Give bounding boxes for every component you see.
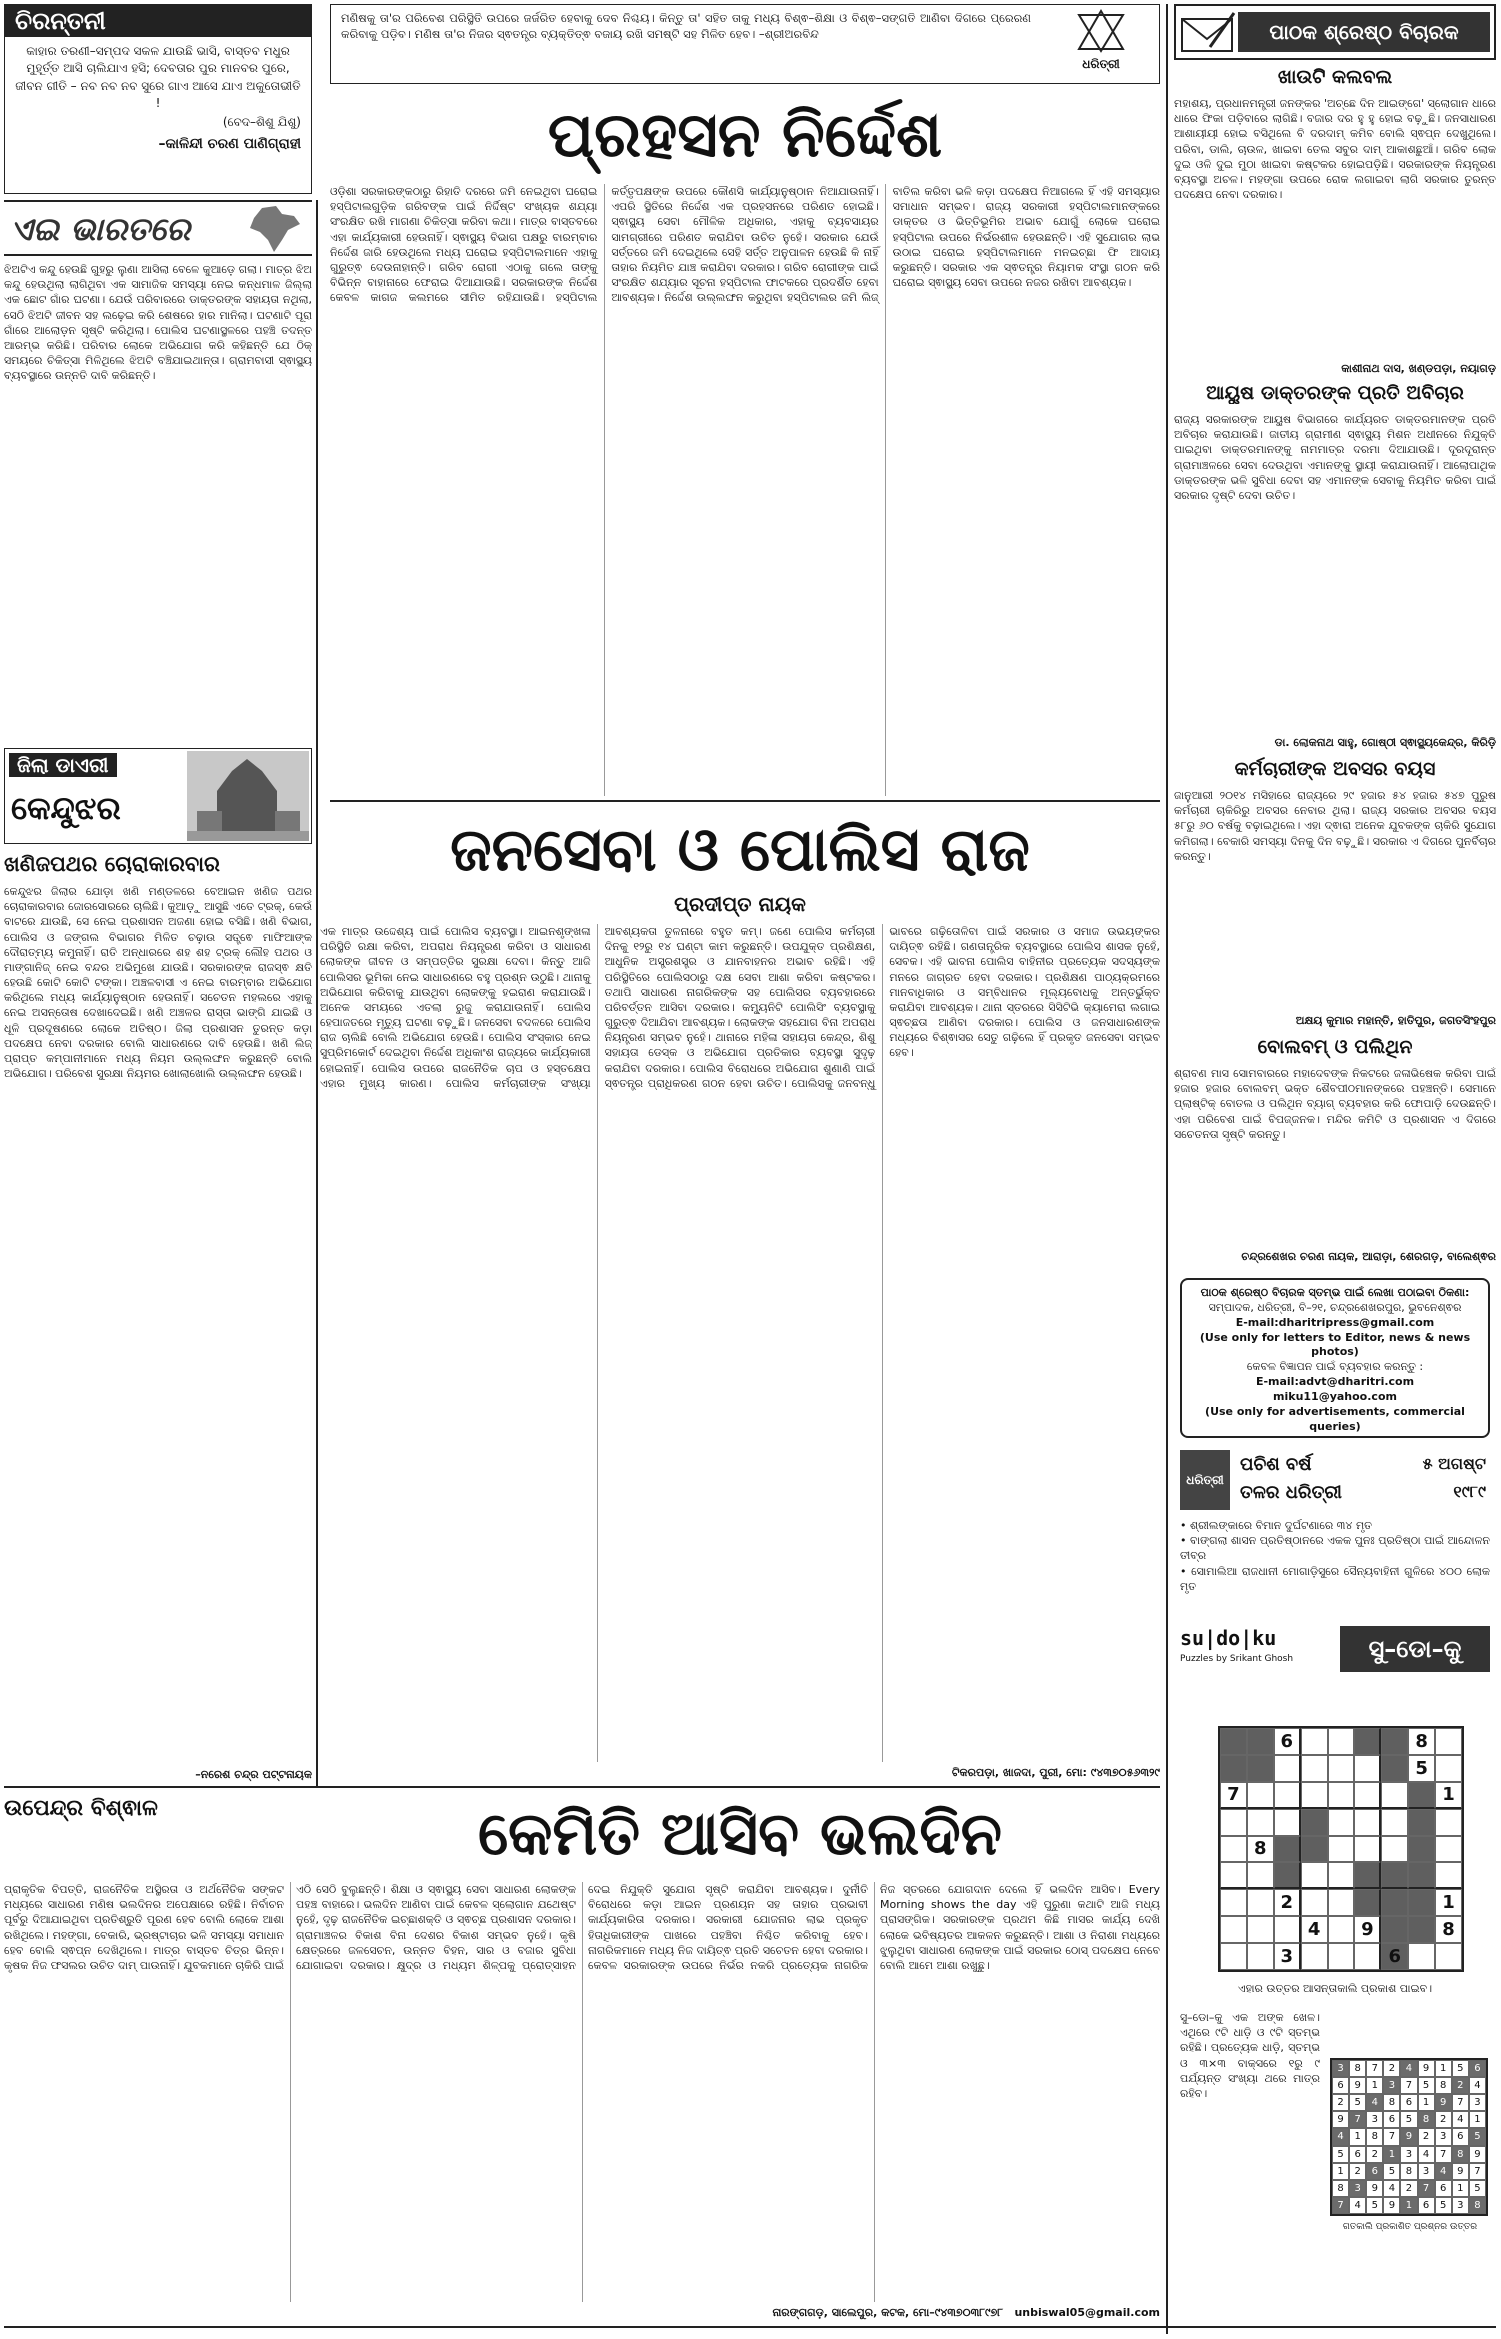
sudoku-cell[interactable] [1381,1809,1408,1836]
sudoku-solution-cell: 1 [1400,2197,1417,2214]
sudoku-cell[interactable] [1274,1755,1301,1782]
bottom-rule [4,2326,1496,2328]
sudoku-solution-cell: 3 [1332,2060,1349,2077]
article2-headline: କେମିତି ଆସିବ ଭଲଦିନ [478,1799,1002,1869]
article1-byline: ପ୍ରଦୀପ୍ତ ନାୟକ [674,892,806,916]
sudoku-cell[interactable] [1220,1755,1247,1782]
sudoku-cell[interactable]: 4 [1301,1916,1328,1943]
sudoku-cell[interactable] [1354,1836,1381,1863]
sudoku-solution-cell: 5 [1418,2077,1435,2094]
sudoku-solution-cell: 9 [1383,2197,1400,2214]
pachis-item: • ସୋମାଲିଆ ରାଜଧାନୀ ମୋଗାଡ଼ିସୁରେ ସୈନ୍ୟବାହିନୀ ଗୁଳିରେ ୪୦୦ ଲୋକ ମୃତ [1180,1564,1490,1593]
sudoku-cell[interactable] [1435,1862,1462,1889]
sudoku-cell[interactable] [1435,1755,1462,1782]
sudoku-cell[interactable] [1220,1916,1247,1943]
sudoku-cell[interactable] [1381,1916,1408,1943]
contact-ad-intro: କେବଳ ବିଜ୍ଞାପନ ପାଇଁ ବ୍ୟବହାର କରନ୍ତୁ : [1246,1360,1424,1374]
envelope-icon [1180,9,1236,57]
pachis-item: • ଶ୍ରୀଲଙ୍କାରେ ବିମାନ ଦୁର୍ଘଟଣାରେ ୩୪ ମୃତ [1180,1519,1373,1532]
sudoku-cell[interactable] [1435,1728,1462,1755]
sudoku-cell[interactable]: 6 [1381,1943,1408,1970]
sudoku-cell[interactable] [1435,1809,1462,1836]
sudoku-cell[interactable] [1354,1943,1381,1970]
ajira-bharat-title: ଏଇ ଭାରତରେ [10,210,191,248]
sudoku-solution-cell: 7 [1383,2128,1400,2145]
pachis-item: • ବାଙ୍ଗଲା ଶାସନ ପ୍ରତିଷ୍ଠାନରେ ଏକକ ପୁନଃ ପ୍ରତିଷ୍ଠା ପାଇଁ ଆନ୍ଦୋଳନ ତୀବ୍ର [1180,1534,1490,1563]
sudoku-solution-cell: 6 [1383,2111,1400,2128]
sudoku-solution-cell: 5 [1435,2197,1452,2214]
sudoku-brand: su|do|ku [1180,1626,1277,1650]
sudoku-solution-cell: 2 [1435,2111,1452,2128]
sudoku-solution-cell: 3 [1349,2180,1366,2197]
sudoku-cell[interactable] [1274,1836,1301,1863]
sudoku-cell[interactable] [1247,1728,1274,1755]
sudoku-cell[interactable] [1435,1943,1462,1970]
sudoku-solution-cell: 5 [1366,2197,1383,2214]
article2-text: ପ୍ରାକୃତିକ ବିପତ୍ତି, ରାଜନୈତିକ ଅସ୍ଥିରତା ଓ ଅର୍ଥନୈତିକ ସଙ୍କଟ ମଧ୍ୟରେ ସାଧାରଣ ମଣିଷ ଭଲଦିନର ଅପେକ୍ଷାରେ ରହିଛି। ନିର୍ବାଚନ ପୂର୍ବରୁ ଦିଆଯାଇଥିବା ପ୍ରତିଶ୍ରୁତି ପୂରଣ ହେବ ବୋଲି ଲୋକେ ଆଶା ରଖିଥିଲେ। ମହଙ୍ଗା, ବେକାରି, ଭ୍ରଷ୍ଟାଚାର ଭଳି ସମସ୍ୟା ସମାଧାନ ହେବ ବୋଲି ସ୍ଵପ୍ନ ଦେଖିଥିଲେ। ମାତ୍ର ବାସ୍ତବ ଚିତ୍ର ଭିନ୍ନ। କୃଷକ ନିଜ ଫସଲର ଉଚିତ ଦାମ୍ ପାଉନାହିଁ। ଯୁବକମାନେ ଚାକିରି ପାଇଁ ଏଠି ସେଠି ବୁଲୁଛନ୍ତି। ଶିକ୍ଷା ଓ ସ୍ଵାସ୍ଥ୍ୟ ସେବା ସାଧାରଣ ଲୋକଙ୍କ ପହଞ୍ଚ ବାହାରେ। ଭଲଦିନ ଆଣିବା ପାଇଁ କେବଳ ସ୍ଲୋଗାନ ଯଥେଷ୍ଟ ନୁହେଁ, ଦୃଢ଼ ରାଜନୈତିକ ଇଚ୍ଛାଶକ୍ତି ଓ ସ୍ଵଚ୍ଛ ପ୍ରଶାସନ ଦରକାର। ଗ୍ରାମାଞ୍ଚଳର ବିକାଶ ବିନା ଦେଶର ବିକାଶ ସମ୍ଭବ ନୁହେଁ। କୃଷି କ୍ଷେତ୍ରରେ ଜଳସେଚନ, ଉନ୍ନତ ବିହନ, ସାର ଓ ବଜାର ସୁବିଧା ଯୋଗାଇବା ଦରକାର। କ୍ଷୁଦ୍ର ଓ ମଧ୍ୟମ ଶିଳ୍ପକୁ ପ୍ରୋତ୍ସାହନ ଦେଇ ନିଯୁକ୍ତି ସୁଯୋଗ ସୃଷ୍ଟି କରାଯିବା ଆବଶ୍ୟକ। ଦୁର୍ନୀତି ବିରୋଧରେ କଡ଼ା ଆଇନ ପ୍ରଣୟନ ସହ ତାହାର ପ୍ରଭାବୀ କାର୍ଯ୍ୟକାରିତା ଦରକାର। ସରକାରୀ ଯୋଜନାର ଲାଭ ପ୍ରକୃତ ହିତାଧିକାରୀଙ୍କ ପାଖରେ ପହଞ୍ଚିବା ନିଶ୍ଚିତ କରିବାକୁ ହେବ। ନାଗରିକମାନେ ମଧ୍ୟ ନିଜ ଦାୟିତ୍ଵ ପ୍ରତି ସଚେତନ ହେବା ଦରକାର। କେବଳ ସରକାରଙ୍କ ଉପରେ ନିର୍ଭର ନକରି ପ୍ରତ୍ୟେକ ନାଗରିକ ନିଜ ସ୍ତରରେ ଯୋଗଦାନ ଦେଲେ ହିଁ ଭଲଦିନ ଆସିବ। Every Morning shows the day ଏହି ପୁରୁଣା କଥାଟି ଆଜି ମଧ୍ୟ ପ୍ରାସଙ୍ଗିକ। ସରକାରଙ୍କ ପ୍ରଥମ କିଛି ମାସର କାର୍ଯ୍ୟ ଦେଖି ଲୋକେ ଭବିଷ୍ୟତର ଆକଳନ କରୁଛନ୍ତି। ଆଶା ଓ ନିରାଶା ମଧ୍ୟରେ ଝୁଲୁଥିବା ସାଧାରଣ ଲୋକଙ୍କ ପାଇଁ ସରକାର ଠୋସ୍ ପଦକ୍ଷେପ ନେବେ ବୋଲି ଆମେ ଆଶା ରଖୁଛୁ। [4,1883,1160,1972]
sudoku-solution-cell: 1 [1332,2163,1349,2180]
khanij-title: ଖଣିଜପଥର ଚୋରାକାରବାର [4,852,220,876]
sudoku-solution-cell: 6 [1366,2163,1383,2180]
vertical-rule-left [316,200,318,1786]
sudoku-cell[interactable] [1381,1836,1408,1863]
sudoku-cell[interactable] [1354,1728,1381,1755]
sudoku-cell[interactable]: 2 [1274,1889,1301,1916]
sudoku-cell[interactable] [1328,1755,1355,1782]
pachis-line1: ପଚିଶ ବର୍ଷ [1240,1454,1312,1475]
sudoku-cell[interactable] [1328,1836,1355,1863]
sudoku-prev-note: ଗତକାଲି ପ୍ରକାଶିତ ପ୍ରଶ୍ନର ଉତ୍ତର [1342,2222,1478,2232]
sudoku-solution-cell: 5 [1349,2094,1366,2111]
sudoku-header [1180,1626,1490,1676]
chirantani-source: (ବେଦ–ଶିଶୁ ଯିଶୁ) [222,114,301,129]
sudoku-cell[interactable] [1220,1889,1247,1916]
sudoku-cell[interactable] [1247,1943,1274,1970]
sudoku-cell[interactable] [1247,1889,1274,1916]
sudoku-solution-cell: 6 [1435,2180,1452,2197]
section-divider [4,1786,1160,1788]
sudoku-solution-cell: 4 [1418,2146,1435,2163]
sudoku-solution-cell: 7 [1400,2077,1417,2094]
sudoku-cell[interactable] [1247,1809,1274,1836]
sudoku-solution-cell: 6 [1452,2128,1469,2145]
sudoku-solution-cell: 6 [1349,2146,1366,2163]
readers-title: ପାଠକ ଶ୍ରେଷ୍ଠ ବିଚାରକ [1238,12,1490,52]
sudoku-cell[interactable] [1301,1755,1328,1782]
letter1-title: ଖାଉଟି କଲବଲ [1277,66,1393,88]
sudoku-puzzle-grid[interactable] [1218,1726,1464,1972]
sudoku-solution-cell: 8 [1349,2060,1366,2077]
sudoku-solution-cell: 4 [1349,2197,1366,2214]
sudoku-cell[interactable] [1247,1782,1274,1809]
sudoku-cell[interactable] [1247,1755,1274,1782]
article2-author-email: unbiswal05@gmail.com [1014,2306,1160,2319]
khanij-text: କେନ୍ଦୁଝର ଜିଲାର ଯୋଡ଼ା ଖଣି ମଣ୍ଡଳରେ ବେଆଇନ ଖଣିଜ ପଥର ଚୋରାକାରବାର ଜୋରସୋରରେ ଚାଲିଛି। କୁଆଡ଼ୁ ଆସୁଛି ଏତେ ଟ୍ରକ୍, କେଉଁ ବାଟରେ ଯାଉଛି, ସେ ନେଇ ପ୍ରଶାସନ ଅଜଣା ହୋଇ ବସିଛି। ଖଣି ବିଭାଗ, ପୋଲିସ ଓ ଜଙ୍ଗଲ ବିଭାଗର ମିଳିତ ଚଢ଼ାଉ ସତ୍ତ୍ଵେ ମାଫିଆଙ୍କ ଦୌରାତ୍ମ୍ୟ କମୁନାହିଁ। ରାତି ଅନ୍ଧାରରେ ଶହ ଶହ ଟ୍ରକ୍ ଲୌହ ପଥର ଓ ମାଙ୍ଗାନିଜ୍ ନେଇ ବନ୍ଦର ଅଭିମୁଖେ ଯାଉଛି। ସରକାରଙ୍କ ରାଜସ୍ଵ କ୍ଷତି ହେଉଛି କୋଟି କୋଟି ଟଙ୍କା। ଅଞ୍ଚଳବାସୀ ଏ ନେଇ ବାରମ୍ବାର ଅଭିଯୋଗ କରିଥିଲେ ମଧ୍ୟ କାର୍ଯ୍ୟାନୁଷ୍ଠାନ ହେଉନାହିଁ। ସଚେତନ ମହଲରେ ଏହାକୁ ନେଇ ଅସନ୍ତୋଷ ଦେଖାଦେଇଛି। ଖଣି ଅଞ୍ଚଳର ରାସ୍ତା ଭାଙ୍ଗି ଯାଇଛି ଓ ଧୂଳି ପ୍ରଦୂଷଣରେ ଲୋକେ ଅତିଷ୍ଠ। ଜିଲା ପ୍ରଶାସନ ତୁରନ୍ତ କଡ଼ା ପଦକ୍ଷେପ ନେବା ଦରକାର ବୋଲି ସାଧାରଣରେ ଦାବି ହେଉଛି। ଖଣି ଲିଜ୍ ପ୍ରାପ୍ତ କମ୍ପାନୀମାନେ ମଧ୍ୟ ନିୟମ ଉଲ୍ଲଙ୍ଘନ କରୁଛନ୍ତି ବୋଲି ଅଭିଯୋଗ। ପରିବେଶ ସୁରକ୍ଷା ନିୟମର ଖୋଲାଖୋଲି ଉଲ୍ଲଙ୍ଘନ ହେଉଛି। [4,885,312,1081]
sudoku-solution-cell: 2 [1400,2180,1417,2197]
sudoku-cell[interactable] [1274,1782,1301,1809]
sudoku-title: ସୁ–ଡୋ–କୁ [1340,1626,1490,1672]
temple-photo [187,751,309,841]
pachis-box [1180,1450,1490,1514]
sudoku-rules: ସୁ–ଡୋ–କୁ ଏକ ଅଙ୍କ ଖେଳ। ଏଥିରେ ୯ଟି ଧାଡ଼ି ଓ ୯ଟି ସ୍ତମ୍ଭ ରହିଛି। ପ୍ରତ୍ୟେକ ଧାଡ଼ି, ସ୍ତମ୍ଭ ଓ ୩×୩ ବାକ୍ସରେ ୧ରୁ ୯ ପର୍ଯ୍ୟନ୍ତ ସଂଖ୍ୟା ଥରେ ମାତ୍ର ରହିବ। [1180,2011,1320,2100]
sudoku-cell[interactable]: 8 [1247,1836,1274,1863]
sudoku-solution-cell: 8 [1452,2146,1469,2163]
sudoku-cell[interactable] [1328,1809,1355,1836]
letter3-title: କର୍ମଚାରୀଙ୍କ ଅବସର ବୟସ [1234,758,1436,780]
sudoku-cell[interactable] [1408,1916,1435,1943]
sudoku-cell[interactable] [1328,1943,1355,1970]
sudoku-cell[interactable] [1274,1809,1301,1836]
sudoku-solution-cell: 2 [1383,2060,1400,2077]
article2-author-addr: ନାରଙ୍ଗଗଡ଼, ସାଲେପୁର, କଟକ, ମୋ–୯୪୩୭୦୩୮୯୭୮ [772,2306,1003,2319]
sudoku-solution-cell: 7 [1469,2163,1486,2180]
sudoku-solution-cell: 6 [1332,2077,1349,2094]
sudoku-solution-cell: 7 [1366,2060,1383,2077]
contact-intro: ପାଠକ ଶ୍ରେଷ୍ଠ ବିଚାରକ ସ୍ତମ୍ଭ ପାଇଁ ଲେଖା ପଠାଇବା ଠିକଣା: [1200,1286,1470,1299]
sudoku-solution-cell: 3 [1400,2146,1417,2163]
sudoku-cell[interactable] [1408,1889,1435,1916]
letter4-text: ଶ୍ରାବଣ ମାସ ସୋମବାରରେ ମହାଦେବଙ୍କ ନିକଟରେ ଜଳାଭିଷେକ କରିବା ପାଇଁ ହଜାର ହଜାର ବୋଲବମ୍ ଭକ୍ତ ଶୈବପୀଠମାନଙ୍କରେ ପହଞ୍ଚନ୍ତି। ସେମାନେ ପ୍ଲାଷ୍ଟିକ୍ ବୋତଲ ଓ ପଲିଥିନ ବ୍ୟାଗ୍ ବ୍ୟବହାର କରି ଫୋପାଡ଼ି ଦେଉଛନ୍ତି। ଏହା ପରିବେଶ ପାଇଁ ବିପଜ୍ଜନକ। ମନ୍ଦିର କମିଟି ଓ ପ୍ରଶାସନ ଏ ଦିଗରେ ସଚେତନତା ସୃଷ୍ଟି କରନ୍ତୁ। [1174,1067,1496,1141]
sudoku-solution-cell: 5 [1452,2060,1469,2077]
sudoku-cell[interactable] [1301,1943,1328,1970]
editorial-headline: ପ୍ରହସନ ନିର୍ଦ୍ଦେଶ [547,98,943,171]
sudoku-cell[interactable] [1328,1889,1355,1916]
sudoku-brand-sub: Puzzles by Srikant Ghosh [1180,1654,1294,1664]
sudoku-cell[interactable] [1301,1728,1328,1755]
sudoku-solution-cell: 8 [1332,2180,1349,2197]
sudoku-cell[interactable] [1328,1862,1355,1889]
sudoku-solution-cell: 4 [1332,2128,1349,2145]
sudoku-cell[interactable] [1381,1889,1408,1916]
sudoku-cell[interactable] [1381,1755,1408,1782]
sudoku-solution-cell: 3 [1469,2094,1486,2111]
sudoku-solution-cell: 3 [1383,2077,1400,2094]
letter2-text: ରାଜ୍ୟ ସରକାରଙ୍କ ଆୟୁଷ ବିଭାଗରେ କାର୍ଯ୍ୟରତ ଡାକ୍ତରମାନଙ୍କ ପ୍ରତି ଅବିଚାର କରାଯାଉଛି। ଜାତୀୟ ଗ୍ରାମୀଣ ସ୍ଵାସ୍ଥ୍ୟ ମିଶନ ଅଧୀନରେ ନିଯୁକ୍ତି ପାଇଥିବା ଡାକ୍ତରମାନଙ୍କୁ ନାମମାତ୍ର ଦରମା ଦିଆଯାଉଛି। ଦୂରଦୂରାନ୍ତ ଗ୍ରାମାଞ୍ଚଳରେ ସେବା ଦେଉଥିବା ଏମାନଙ୍କୁ ସ୍ଥାୟୀ କରାଯାଉନାହିଁ। ଆଲୋପାଥିକ ଡାକ୍ତରଙ୍କ ଭଳି ସୁବିଧା ଦେବା ସହ ଏମାନଙ୍କ ସେବାକୁ ନିୟମିତ କରିବା ପାଇଁ ସରକାର ଦୃଷ୍ଟି ଦେବା ଉଚିତ। [1174,413,1496,502]
sudoku-solution-cell: 1 [1435,2060,1452,2077]
letter3-text: ଜାନୁଆରୀ ୨୦୧୪ ମସିହାରେ ରାଜ୍ୟରେ ୨୯ ହଜାର ୫୪ ହଜାର ୫୪୭ ପୁରୁଷ କର୍ମଚାରୀ ଚାକିରିରୁ ଅବସର ନେବାର ଥିଲା। ରାଜ୍ୟ ସରକାର ଅବସର ବୟସ ୫୮ରୁ ୬୦ ବର୍ଷକୁ ବଢ଼ାଇଥିଲେ। ଏହା ଦ୍ଵାରା ଅନେକ ଯୁବକଙ୍କ ଚାକିରି ସୁଯୋଗ କମିଗଲା। ବେକାରି ସମସ୍ୟା ଦିନକୁ ଦିନ ବଢ଼ୁଛି। ସରକାର ଏ ଦିଗରେ ପୁନର୍ବିଚାର କରନ୍ତୁ। [1174,789,1496,863]
chirantani-poem: କାହାର ତରଣୀ–ସମ୍ପଦ ସକଳ ଯାଉଛି ଭାସି, ବାସ୍ତବ ମଧୁର ମୁହୂର୍ତ୍ତ ଆସି ଚାଲିଯାଏ ହସି; ଦେବତାର ପୁର ମାନବର ପୁରେ, ଜୀବନ ଗୀତି – ନବ ନବ ନବ ସୁରେ ଗାଏ ଆସେ ଯାଏ ଅକୁତୋଭୀତି ! [15,44,301,111]
article1-headline: ଜନସେବା ଓ ପୋଲିସ ରାଜ [450,815,1030,885]
sudoku-solution-cell: 7 [1349,2111,1366,2128]
sudoku-cell[interactable] [1408,1943,1435,1970]
sudoku-cell[interactable] [1328,1728,1355,1755]
sudoku-solution-cell: 6 [1400,2094,1417,2111]
sudoku-solution-cell: 9 [1366,2180,1383,2197]
sudoku-solution-cell: 1 [1418,2094,1435,2111]
sudoku-cell[interactable]: 1 [1435,1889,1462,1916]
sudoku-cell[interactable] [1220,1809,1247,1836]
sudoku-solution-cell: 8 [1418,2111,1435,2128]
sudoku-solution-cell: 3 [1366,2111,1383,2128]
sudoku-solution-cell: 2 [1332,2094,1349,2111]
sudoku-solution-cell: 7 [1418,2180,1435,2197]
readers-header [1174,4,1496,60]
sudoku-cell[interactable]: 6 [1274,1728,1301,1755]
sudoku-solution-cell: 4 [1400,2060,1417,2077]
sudoku-cell[interactable] [1220,1862,1247,1889]
sudoku-solution-cell: 5 [1469,2180,1486,2197]
sudoku-solution-cell: 2 [1418,2128,1435,2145]
sudoku-solution-cell: 1 [1349,2128,1366,2145]
sudoku-solution-cell: 8 [1435,2077,1452,2094]
pachis-date1: ୫ ଅଗଷ୍ଟ [1422,1454,1486,1473]
sudoku-solution-cell: 7 [1332,2197,1349,2214]
ajira-bharat-text: ଝିଅଟିଏ କନ୍ଦୁ ହେଉଛି ଗୁହରୁ ଲୁଣା ଆସିଲା ବେଳେ କୁଆଡ଼େ ଗଲା। ମାତ୍ର ଝିଅ କନ୍ଦୁ ହେଉଥିଲା ଲାଗିଥିବା ଏକ ସାମାଜିକ ସମସ୍ୟା ନେଇ କନ୍ଧମାଳ ଜିଲ୍ଲା ଏକ ଛୋଟ ଗାଁର ଘଟଣା। ଯେଉଁ ପରିବାରରେ ଡାକ୍ତରଙ୍କ ସହାୟତା ନଥିଲା, ସେଠି ଝିଅଟି ଜୀବନ ସହ ଲଢ଼େଇ କରି ଶେଷରେ ହାର ମାନିଲା। ଘଟଣାଟି ପୂରା ଗାଁରେ ଆଲୋଡ଼ନ ସୃଷ୍ଟି କରିଥିଲା। ପୋଲିସ ଘଟଣାସ୍ଥଳରେ ପହଞ୍ଚି ତଦନ୍ତ ଆରମ୍ଭ କରିଛି। ପରିବାର ଲୋକେ ଅଭିଯୋଗ କରି କହିଛନ୍ତି ଯେ ଠିକ୍ ସମୟରେ ଚିକିତ୍ସା ମିଳିଥିଲେ ଝିଅଟି ବଞ୍ଚିଯାଇଥାନ୍ତା। ଗ୍ରାମବାସୀ ସ୍ଵାସ୍ଥ୍ୟ ବ୍ୟବସ୍ଥାରେ ଉନ୍ନତି ଦାବି କରିଛନ୍ତି। [4,263,312,383]
sudoku-cell[interactable] [1328,1782,1355,1809]
contact-email3[interactable]: miku11@yahoo.com [1273,1389,1397,1403]
chirantani-author: –କାଳିନ୍ଦୀ ଚରଣ ପାଣିଗ୍ରାହୀ [158,135,301,152]
pachis-logo: ଧରିତ୍ରୀ [1180,1450,1230,1510]
sudoku-cell[interactable] [1381,1862,1408,1889]
contact-note2: (Use only for advertisements, commercial queries) [1205,1404,1465,1433]
sudoku-cell[interactable]: 8 [1408,1728,1435,1755]
sudoku-solution-cell: 4 [1366,2094,1383,2111]
letter2-title: ଆୟୁଷ ଡାକ୍ତରଙ୍କ ପ୍ରତି ଅବିଚାର [1206,382,1464,404]
letter3-author: ଅକ୍ଷୟ କୁମାର ମହାନ୍ତି, ହାତିପୁର, ଜଗତସିଂହପୁର [1295,1014,1496,1027]
pachis-list [1180,1518,1490,1618]
letter4-author: ଚନ୍ଦ୍ରଶେଖର ଚରଣ ନାୟକ, ଆରାଡ଼ା, ଶେରଗଡ଼, ବାଲେଶ୍ଵର [1241,1250,1496,1263]
sudoku-cell[interactable]: 7 [1220,1782,1247,1809]
sudoku-cell[interactable] [1354,1782,1381,1809]
sudoku-solution-cell: 9 [1332,2111,1349,2128]
sudoku-solution-cell: 9 [1452,2163,1469,2180]
sudoku-solution-cell: 9 [1435,2094,1452,2111]
sudoku-solution-cell: 6 [1418,2197,1435,2214]
letter4-title: ବୋଲବମ୍ ଓ ପଲିଥିନ [1257,1036,1413,1058]
sudoku-cell[interactable] [1301,1836,1328,1863]
sudoku-cell[interactable] [1354,1755,1381,1782]
article1-author-addr: ଟିକରପଡ଼ା, ଖାଜଦା, ପୁରୀ, ମୋ: ୯୪୩୭୦୫୬୩୨୯ [951,1766,1160,1779]
star-logo-icon [1077,9,1125,53]
sudoku-solution-cell: 8 [1366,2128,1383,2145]
sudoku-cell[interactable] [1328,1916,1355,1943]
jilla-diary-box [4,748,312,844]
jilla-diary-label: ଜିଲା ଡାଏରୀ [9,753,117,777]
sudoku-solution-cell: 8 [1400,2163,1417,2180]
sudoku-cell[interactable]: 9 [1354,1916,1381,1943]
sudoku-solution-cell: 2 [1452,2077,1469,2094]
sudoku-cell[interactable] [1301,1809,1328,1836]
vertical-rule-right [1166,4,1168,2334]
jilla-name: କେନ୍ଦୁଝର [11,789,121,827]
sudoku-cell[interactable] [1408,1809,1435,1836]
sudoku-cell[interactable] [1247,1916,1274,1943]
top-quote: ମଣିଷକୁ ତା'ର ପରିବେଶ ପରିସ୍ଥିତି ଉପରେ ଜର୍ଜରିତ ହେବାକୁ ଦେବ ନିଶ୍ଚୟ। କିନ୍ତୁ ତା' ସହିତ ତାକୁ ମଧ୍ୟ ବିଶ୍ଵ–ଶିକ୍ଷା ଓ ବିଶ୍ଵ–ସଙ୍ଗତି ଆଣିବା ଦିଗରେ ପ୍ରେରଣ କରିବାକୁ ପଡ଼ିବ। ମଣିଷ ତା'ର ନିଜର ସ୍ଵତନ୍ତ୍ର ବ୍ୟକ୍ତିତ୍ଵ ବଜାୟ ରଖି ସମଷ୍ଟି ସହ ମିଳିତ ହେବ। –ଶ୍ରୀଅରବିନ୍ଦ [341,11,1031,41]
sudoku-cell[interactable] [1274,1862,1301,1889]
khanij-author: –ନରେଶ ଚନ୍ଦ୍ର ପଟ୍ଟନାୟକ [195,1768,312,1781]
sudoku-solution-cell: 8 [1383,2094,1400,2111]
sudoku-cell[interactable]: 5 [1408,1755,1435,1782]
sudoku-answer-note: ଏହାର ଉତ୍ତର ଆସନ୍ତାକାଲି ପ୍ରକାଶ ପାଇବ। [1237,1982,1433,1995]
ajira-bharat-header [4,200,312,256]
sudoku-solution-cell: 6 [1469,2060,1486,2077]
sudoku-cell[interactable] [1354,1889,1381,1916]
sudoku-cell[interactable] [1408,1836,1435,1863]
letter1-author: କାଶୀନାଥ ଦାସ, ଖଣ୍ଡପଡ଼ା, ନୟାଗଡ଼ [1341,362,1496,375]
sudoku-solution-cell: 5 [1400,2111,1417,2128]
sudoku-solution-cell: 8 [1469,2197,1486,2214]
chirantani-title: ଚିରନ୍ତନୀ [5,5,311,37]
sudoku-cell[interactable] [1247,1862,1274,1889]
sudoku-cell[interactable]: 8 [1435,1916,1462,1943]
sudoku-solution-cell: 5 [1383,2163,1400,2180]
sudoku-cell[interactable] [1301,1889,1328,1916]
sudoku-solution-cell: 7 [1452,2094,1469,2111]
sudoku-solution-cell: 1 [1383,2146,1400,2163]
sudoku-solution-cell: 9 [1349,2077,1366,2094]
contact-email1[interactable]: E-mail:dharitripress@gmail.com [1235,1315,1435,1329]
logo-word: ଧରିତ୍ରୀ [1082,57,1120,71]
article2-footer [640,2306,1160,2320]
sudoku-solution-cell: 3 [1418,2163,1435,2180]
sudoku-cell[interactable] [1435,1836,1462,1863]
sudoku-solution-cell: 5 [1469,2128,1486,2145]
sudoku-cell[interactable] [1381,1728,1408,1755]
sudoku-cell[interactable] [1220,1836,1247,1863]
sudoku-cell[interactable] [1408,1862,1435,1889]
letter2-author: ଡା. ଲୋକନାଥ ସାହୁ, ଗୋଷ୍ଠୀ ସ୍ଵାସ୍ଥ୍ୟକେନ୍ଦ୍ର, କିରିଡ଼ି [1274,736,1496,749]
sudoku-cell[interactable] [1301,1782,1328,1809]
sudoku-cell[interactable] [1381,1782,1408,1809]
sudoku-solution-cell: 9 [1400,2128,1417,2145]
sudoku-cell[interactable] [1408,1782,1435,1809]
sudoku-solution-cell: 1 [1469,2111,1486,2128]
dharitri-logo [1051,9,1151,79]
sudoku-cell[interactable] [1354,1809,1381,1836]
india-map-icon [242,204,306,254]
sudoku-cell[interactable] [1354,1862,1381,1889]
chirantani-box [4,4,312,194]
sudoku-solution-cell: 2 [1366,2146,1383,2163]
contact-email2[interactable]: E-mail:advt@dharitri.com [1255,1375,1415,1389]
sudoku-solution-cell: 4 [1452,2111,1469,2128]
sudoku-solution-cell: 3 [1452,2197,1469,2214]
article1-text: ଏକ ମାତ୍ର ଉଦ୍ଦେଶ୍ୟ ପାଇଁ ପୋଲିସ ବ୍ୟବସ୍ଥା। ଆଇନଶୃଙ୍ଖଳା ପରିସ୍ଥିତି ରକ୍ଷା କରିବା, ଅପରାଧ ନିୟନ୍ତ୍ରଣ କରିବା ଓ ସାଧାରଣ ଲୋକଙ୍କ ଜୀବନ ଓ ସମ୍ପତ୍ତିର ସୁରକ୍ଷା ଦେବା। କିନ୍ତୁ ଆଜି ପୋଲିସର ଭୂମିକା ନେଇ ସାଧାରଣରେ ବହୁ ପ୍ରଶ୍ନ ଉଠୁଛି। ଥାନାକୁ ଅଭିଯୋଗ କରିବାକୁ ଯାଉଥିବା ଲୋକଙ୍କୁ ହଇରାଣ କରାଯାଉଛି। ଅନେକ ସମୟରେ ଏତଲା ରୁଜୁ କରାଯାଉନାହିଁ। ପୋଲିସ ହେପାଜତରେ ମୃତ୍ୟୁ ଘଟଣା ବଢ଼ୁଛି। ଜନସେବା ବଦଳରେ ପୋଲିସ ରାଜ ଚାଲିଛି ବୋଲି ଅଭିଯୋଗ ହେଉଛି। ପୋଲିସ ସଂସ୍କାର ନେଇ ସୁପ୍ରିମକୋର୍ଟ ଦେଇଥିବା ନିର୍ଦ୍ଦେଶ ଅଧିକାଂଶ ରାଜ୍ୟରେ କାର୍ଯ୍ୟକାରୀ ହୋଇନାହିଁ। ପୋଲିସ ଉପରେ ରାଜନୈତିକ ଚାପ ଓ ହସ୍ତକ୍ଷେପ ଏହାର ମୁଖ୍ୟ କାରଣ। ପୋଲିସ କର୍ମଚାରୀଙ୍କ ସଂଖ୍ୟା ଆବଶ୍ୟକତା ତୁଳନାରେ ବହୁତ କମ୍। ଜଣେ ପୋଲିସ କର୍ମଚାରୀ ଦିନକୁ ୧୨ରୁ ୧୪ ଘଣ୍ଟା କାମ କରୁଛନ୍ତି। ଉପଯୁକ୍ତ ପ୍ରଶିକ୍ଷଣ, ଆଧୁନିକ ଅସ୍ତ୍ରଶସ୍ତ୍ର ଓ ଯାନବାହନର ଅଭାବ ରହିଛି। ଏହି ପରିସ୍ଥିତିରେ ପୋଲିସଠାରୁ ଦକ୍ଷ ସେବା ଆଶା କରିବା କଷ୍ଟକର। ତଥାପି ସାଧାରଣ ନାଗରିକଙ୍କ ସହ ପୋଲିସର ବ୍ୟବହାରରେ ପରିବର୍ତ୍ତନ ଆସିବା ଦରକାର। କମ୍ୟୁନିଟି ପୋଲିସିଂ ବ୍ୟବସ୍ଥାକୁ ଗୁରୁତ୍ଵ ଦିଆଯିବା ଆବଶ୍ୟକ। ଲୋକଙ୍କ ସହଯୋଗ ବିନା ଅପରାଧ ନିୟନ୍ତ୍ରଣ ସମ୍ଭବ ନୁହେଁ। ଥାନାରେ ମହିଳା ସହାୟତା କେନ୍ଦ୍ର, ଶିଶୁ ସହାୟତା ଡେସ୍କ ଓ ଅଭିଯୋଗ ପ୍ରତିକାର ବ୍ୟବସ୍ଥା ସୁଦୃଢ଼ କରାଯିବା ଦରକାର। ପୋଲିସ ବିରୋଧରେ ଅଭିଯୋଗ ଶୁଣାଣି ପାଇଁ ସ୍ଵତନ୍ତ୍ର ପ୍ରାଧିକରଣ ଗଠନ ହେବା ଉଚିତ। ପୋଲିସକୁ ଜନବନ୍ଧୁ ଭାବରେ ଗଢ଼ିତୋଳିବା ପାଇଁ ସରକାର ଓ ସମାଜ ଉଭୟଙ୍କର ଦାୟିତ୍ଵ ରହିଛି। ଗଣତାନ୍ତ୍ରିକ ବ୍ୟବସ୍ଥାରେ ପୋଲିସ ଶାସକ ନୁହେଁ, ସେବକ। ଏହି ଭାବନା ପୋଲିସ ବାହିନୀର ପ୍ରତ୍ୟେକ ସଦସ୍ୟଙ୍କ ମନରେ ଜାଗ୍ରତ ହେବା ଦରକାର। ପ୍ରଶିକ୍ଷଣ ପାଠ୍ୟକ୍ରମରେ ମାନବାଧିକାର ଓ ସମ୍ବିଧାନର ମୂଲ୍ୟବୋଧକୁ ଅନ୍ତର୍ଭୁକ୍ତ କରାଯିବା ଆବଶ୍ୟକ। ଥାନା ସ୍ତରରେ ସିସିଟିଭି କ୍ୟାମେରା ଲଗାଇ ସ୍ଵଚ୍ଛତା ଆଣିବା ଦରକାର। ପୋଲିସ ଓ ଜନସାଧାରଣଙ୍କ ମଧ୍ୟରେ ବିଶ୍ଵାସର ସେତୁ ଗଢ଼ିଲେ ହିଁ ପ୍ରକୃତ ଜନସେବା ସମ୍ଭବ ହେବ। [320,925,1160,1090]
sudoku-cell[interactable] [1220,1943,1247,1970]
contact-box [1180,1278,1490,1438]
contact-addr: ସମ୍ପାଦକ, ଧରିତ୍ରୀ, ବି–୨୧, ଚନ୍ଦ୍ରଶେଖରପୁର, ଭୁବନେଶ୍ଵର [1208,1300,1462,1314]
sudoku-solution-cell: 5 [1332,2146,1349,2163]
sudoku-solution-grid [1330,2058,1488,2216]
pachis-line2: ତଳର ଧରିତ୍ରୀ [1240,1482,1342,1503]
sudoku-solution-cell: 1 [1452,2180,1469,2197]
editorial-text: ଓଡ଼ିଶା ସରକାରଙ୍କଠାରୁ ରିହାତି ଦରରେ ଜମି ନେଇଥିବା ଘରୋଇ ହସ୍ପିଟାଲଗୁଡ଼ିକ ଗରିବଙ୍କ ପାଇଁ ନିର୍ଦ୍ଦିଷ୍ଟ ସଂଖ୍ୟକ ଶଯ୍ୟା ସଂରକ୍ଷିତ ରଖି ମାଗଣା ଚିକିତ୍ସା କରିବା କଥା। ମାତ୍ର ବାସ୍ତବରେ ଏହା କାର୍ଯ୍ୟକାରୀ ହେଉନାହିଁ। ସ୍ଵାସ୍ଥ୍ୟ ବିଭାଗ ପକ୍ଷରୁ ବାରମ୍ବାର ନିର୍ଦ୍ଦେଶ ଜାରି ହେଉଥିଲେ ମଧ୍ୟ ଘରୋଇ ହସ୍ପିଟାଲମାନେ ଏହାକୁ ଗୁରୁତ୍ଵ ଦେଉନାହାନ୍ତି। ଗରିବ ରୋଗୀ ଏଠାକୁ ଗଲେ ତାଙ୍କୁ ବିଭିନ୍ନ ବାହାନାରେ ଫେରାଇ ଦିଆଯାଉଛି। ସରକାରଙ୍କ ନିର୍ଦ୍ଦେଶ କେବଳ କାଗଜ କଲମରେ ସୀମିତ ରହିଯାଉଛି। ହସ୍ପିଟାଲ କର୍ତ୍ତୃପକ୍ଷଙ୍କ ଉପରେ କୌଣସି କାର୍ଯ୍ୟାନୁଷ୍ଠାନ ନିଆଯାଉନାହିଁ। ଏପରି ସ୍ଥିତିରେ ନିର୍ଦ୍ଦେଶ ଏକ ପ୍ରହସନରେ ପରିଣତ ହୋଇଛି। ସ୍ଵାସ୍ଥ୍ୟ ସେବା ମୌଳିକ ଅଧିକାର, ଏହାକୁ ବ୍ୟବସାୟର ସାମଗ୍ରୀରେ ପରିଣତ କରାଯିବା ଉଚିତ ନୁହେଁ। ସରକାର ଯେଉଁ ସର୍ତ୍ତରେ ଜମି ଦେଇଥିଲେ ସେହି ସର୍ତ୍ତ ଅନୁପାଳନ ହେଉଛି କି ନାହିଁ ତାହାର ନିୟମିତ ଯାଞ୍ଚ କରାଯିବା ଦରକାର। ଗରିବ ରୋଗୀଙ୍କ ପାଇଁ ସଂରକ୍ଷିତ ଶଯ୍ୟାର ସୂଚନା ହସ୍ପିଟାଲ ଫାଟକରେ ପ୍ରଦର୍ଶିତ ହେବା ଆବଶ୍ୟକ। ନିର୍ଦ୍ଦେଶ ଉଲ୍ଲଙ୍ଘନ କରୁଥିବା ହସ୍ପିଟାଲର ଜମି ଲିଜ୍ ବାତିଲ କରିବା ଭଳି କଡ଼ା ପଦକ୍ଷେପ ନିଆଗଲେ ହିଁ ଏହି ସମସ୍ୟାର ସମାଧାନ ସମ୍ଭବ। ରାଜ୍ୟ ସରକାରୀ ହସ୍ପିଟାଲମାନଙ୍କରେ ଡାକ୍ତର ଓ ଭିତ୍ତିଭୂମିର ଅଭାବ ଯୋଗୁଁ ଲୋକେ ଘରୋଇ ହସ୍ପିଟାଲ ଉପରେ ନିର୍ଭରଶୀଳ ହେଉଛନ୍ତି। ଏହି ସୁଯୋଗର ଲାଭ ଉଠାଇ ଘରୋଇ ହସ୍ପିଟାଲମାନେ ମନଇଚ୍ଛା ଫି ଆଦାୟ କରୁଛନ୍ତି। ସରକାର ଏକ ସ୍ଵତନ୍ତ୍ର ନିୟାମକ ସଂସ୍ଥା ଗଠନ କରି ଘରୋଇ ସ୍ଵାସ୍ଥ୍ୟ ସେବା ଉପରେ ନଜର ରଖିବା ଆବଶ୍ୟକ। [330,185,1160,305]
contact-note1: (Use only for letters to Editor, news & news photos) [1199,1330,1471,1359]
top-banner [330,4,1160,84]
sudoku-cell[interactable] [1220,1728,1247,1755]
sudoku-solution-cell: 4 [1435,2163,1452,2180]
sudoku-solution-cell: 2 [1349,2163,1366,2180]
sudoku-solution-cell: 7 [1435,2146,1452,2163]
sudoku-solution-cell: 9 [1418,2060,1435,2077]
editorial-rule [330,800,1160,802]
sudoku-solution-cell: 4 [1383,2180,1400,2197]
sudoku-cell[interactable] [1274,1916,1301,1943]
sudoku-cell[interactable]: 1 [1435,1782,1462,1809]
sudoku-solution-cell: 1 [1366,2077,1383,2094]
sudoku-solution-cell: 9 [1469,2146,1486,2163]
pachis-date2: ୧୯୮୯ [1453,1482,1486,1501]
sudoku-solution-cell: 4 [1469,2077,1486,2094]
sudoku-solution-cell: 3 [1435,2128,1452,2145]
letter1-text: ମହାଶୟ, ପ୍ରଧାନମନ୍ତ୍ରୀ ଜନଙ୍କର 'ଅଚ୍ଛେ ଦିନ ଆଇଙ୍ଗେ' ସ୍ଲୋଗାନ ଧାରେ ଧାରେ ଫିକା ପଡ଼ିବାରେ ଲାଗିଛି। ବଜାର ଦର ହୁ ହୁ ହୋଇ ବଢ଼ୁଛି। ଜନସାଧାରଣ ଆଶାୟୀୟୀ ହୋଇ ବସିଥିଲେ ବି ଦରଦାମ୍ କମିବ ବୋଲି ସ୍ଵପ୍ନ ଦେଖୁଥିଲେ। ପରିବା, ଡାଲି, ଚାଉଳ, ଖାଇବା ତେଲ ସବୁର ଦାମ୍ ଆକାଶଛୁଆଁ। ଗରିବ ଲୋକ ଦୁଇ ଓଳି ଦୁଇ ମୁଠା ଖାଇବା କଷ୍ଟକର ହୋଇପଡ଼ିଛି। ସରକାରଙ୍କ ନିୟନ୍ତ୍ରଣ ବ୍ୟବସ୍ଥା ଅଚଳ। ମହଙ୍ଗା ଉପରେ ରୋକ ଲଗାଇବା ଲାଗି ସରକାର ତୁରନ୍ତ ପଦକ୍ଷେପ ନେବା ଦରକାର। [1174,97,1496,202]
sudoku-cell[interactable]: 3 [1274,1943,1301,1970]
article2-byline: ଉପେନ୍ଦ୍ର ବିଶ୍ଵାଳ [4,1796,158,1821]
sudoku-cell[interactable] [1301,1862,1328,1889]
